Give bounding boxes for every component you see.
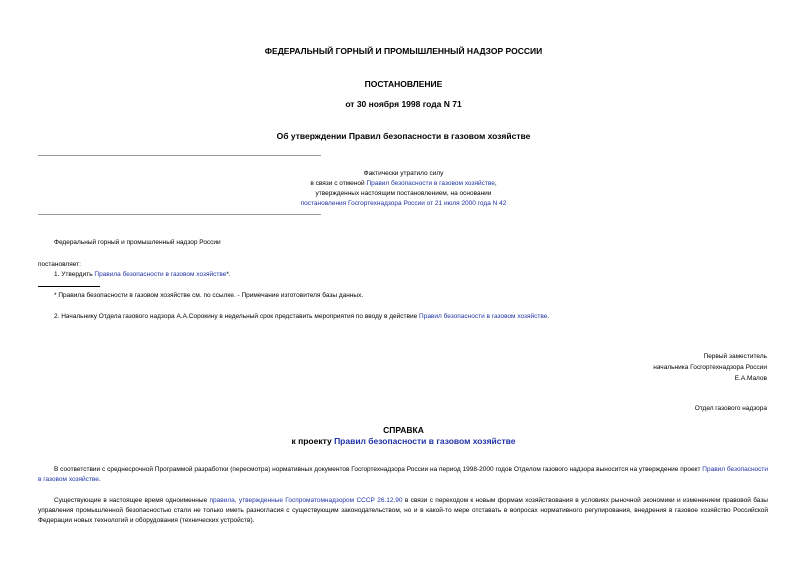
signature-line1: Первый заместитель [703,353,767,360]
resolves-text: постановляет: [38,261,81,268]
item-1: 1. Утвердить Правила безопасности в газовом хозяйстве*. [54,271,231,278]
separator-bottom [38,214,321,215]
status-note-line1: Фактически утратило силу [363,170,444,177]
reference-paragraph-2: Существующие в настоящее время одноименные правила, утвержденные Госпроматомнадзором СССР 26.12.90 в связи с переходом к новым формам хозяйствования в условиях рыночной экономики и изменением правовой базы управления промышленной безопасностью стали не только иметь разногласия с существующим законодательством, но и в какой-то мере отставать в вопросах нормативного регулирования, внедрения в газовое хозяйство Российской Федерации новых технологий и оборудования (технических устройств). [38,497,768,524]
item-2: 2. Начальнику Отдела газового надзора А.А.Сорокину в недельный срок представить мероприятия по вводу в действие Правил безопасности в газовом хозяйстве. [54,313,550,320]
agency-title: ФЕДЕРАЛЬНЫЙ ГОРНЫЙ И ПРОМЫШЛЕННЫЙ НАДЗОР РОССИИ [264,46,543,56]
signature-name: Е.А.Малов [734,375,767,382]
draft-rules-link[interactable]: Правил безопасности в газовом хозяйстве [38,466,769,483]
reference-heading: СПРАВКА [383,425,424,435]
rules-link[interactable]: Правил безопасности в газовом хозяйстве [366,180,495,187]
status-note-line4 [0,199,807,209]
doc-title: Об утверждении Правил безопасности в газовом хозяйстве [276,131,531,141]
issuer: Федеральный горный и промышленный надзор России [54,239,221,246]
footnote: * Правила безопасности в газовом хозяйстве см. по ссылке. - Примечание изготовителя базы данных. [54,292,364,299]
resolution-link[interactable]: постановления Госгортехнадзора России от 21 июля 2000 года N 42 [300,200,507,207]
reference-subheading: к проекту Правил безопасности в газовом хозяйстве [291,436,516,446]
status-note-line3: утвержденных настоящим постановлением, на основании [315,190,492,197]
footnote-separator [38,286,100,287]
project-rules-link[interactable]: Правил безопасности в газовом хозяйстве [334,436,516,446]
status-note-line2: в связи с отменой Правил безопасности в газовом хозяйстве, [310,180,497,187]
doc-date-number: от 30 ноября 1998 года N 71 [345,99,462,109]
separator-top [38,155,321,156]
rules-enactment-link[interactable]: Правил безопасности в газовом хозяйстве [419,313,548,320]
approve-rules-link[interactable]: Правила безопасности в газовом хозяйстве [94,271,227,278]
signature-line2: начальника Госгортехнадзора России [653,364,767,371]
doc-type: ПОСТАНОВЛЕНИЕ [364,79,443,89]
reference-paragraph-1: В соответствии с среднесрочной Программой разработки (пересмотра) нормативных документов Госгортехнадзора России на период 1998-2000 годов Отделом газового надзора выносится на утверждение проект Правил безопасности в газовом хозяйстве. [38,466,769,483]
department: Отдел газового надзора [694,405,767,412]
old-rules-link[interactable]: правила, утвержденные Госпроматомнадзором СССР 26.12.90 [209,497,403,504]
